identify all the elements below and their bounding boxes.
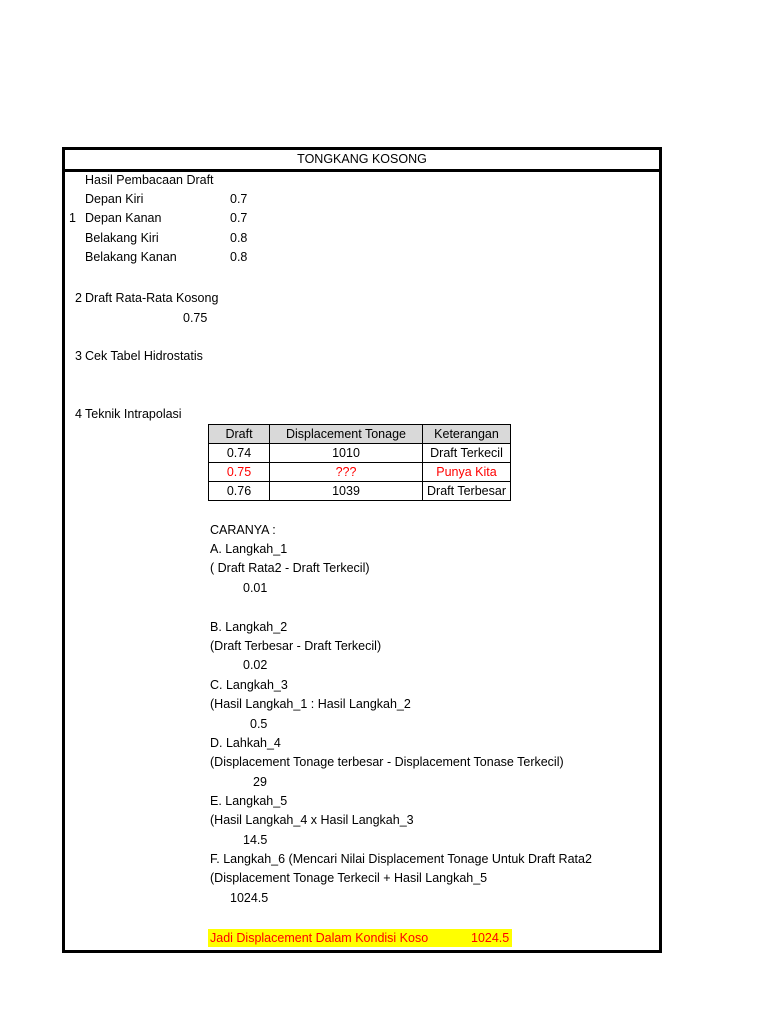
section3-number: 3: [75, 349, 82, 363]
cell-keterangan: Draft Terkecil: [423, 444, 511, 463]
step-formula: (Hasil Langkah_4 x Hasil Langkah_3: [210, 813, 414, 827]
worksheet-border: [62, 147, 662, 953]
step-formula: (Displacement Tonage Terkecil + Hasil Langkah_5: [210, 871, 488, 885]
cell-displacement: 1010: [270, 444, 423, 463]
step-result: 1024.5: [230, 891, 269, 905]
reading-value: 0.8: [230, 231, 248, 245]
step-formula: (Draft Terbesar - Draft Terkecil): [210, 639, 382, 653]
step-label: F. Langkah_6 (Mencari Nilai Displacement Tonage Untuk Draft Rata2: [210, 852, 592, 866]
step-result: 0.02: [243, 658, 268, 672]
header-keterangan: Keterangan: [423, 425, 511, 444]
step-result: 14.5: [243, 833, 268, 847]
section3-heading: Cek Tabel Hidrostatis: [85, 349, 203, 363]
page-title: TONGKANG KOSONG: [297, 152, 427, 166]
reading-label: Belakang Kanan: [85, 250, 177, 264]
step-label: B. Langkah_2: [210, 620, 288, 634]
section4-number: 4: [75, 407, 82, 421]
cell-draft: 0.75: [209, 463, 270, 482]
step-result: 29: [253, 775, 267, 789]
step-label: D. Lahkah_4: [210, 736, 281, 750]
cell-displacement: ???: [270, 463, 423, 482]
table-row: [209, 482, 511, 501]
title-divider: [65, 169, 659, 172]
conclusion-highlight: [208, 929, 512, 947]
section1-heading: Hasil Pembacaan Draft: [85, 173, 214, 187]
section4-heading: Teknik Intrapolasi: [85, 407, 182, 421]
method-heading: CARANYA :: [210, 523, 276, 537]
reading-label: Depan Kiri: [85, 192, 144, 206]
step-label: C. Langkah_3: [210, 678, 288, 692]
reading-value: 0.8: [230, 250, 248, 264]
cell-displacement: 1039: [270, 482, 423, 501]
reading-label: Belakang Kiri: [85, 231, 159, 245]
section1-number: 1: [69, 211, 76, 225]
conclusion-value: 1024.5: [471, 931, 510, 945]
step-label: A. Langkah_1: [210, 542, 288, 556]
step-label: E. Langkah_5: [210, 794, 288, 808]
reading-label: Depan Kanan: [85, 211, 162, 225]
cell-keterangan: Punya Kita: [423, 463, 511, 482]
table-row-highlighted: [209, 463, 511, 482]
conclusion-label: Jadi Displacement Dalam Kondisi Koso: [210, 931, 429, 945]
header-displacement: Displacement Tonage: [270, 425, 423, 444]
section2-number: 2: [75, 291, 82, 305]
reading-value: 0.7: [230, 211, 248, 225]
section2-heading: Draft Rata-Rata Kosong: [85, 291, 219, 305]
cell-draft: 0.76: [209, 482, 270, 501]
step-formula: (Hasil Langkah_1 : Hasil Langkah_2: [210, 697, 411, 711]
cell-draft: 0.74: [209, 444, 270, 463]
table-header-row: [209, 425, 511, 444]
draft-average-value: 0.75: [183, 311, 208, 325]
cell-keterangan: Draft Terbesar: [423, 482, 511, 501]
step-formula: (Displacement Tonage terbesar - Displacement Tonase Terkecil): [210, 755, 564, 769]
interpolation-table: [208, 424, 511, 501]
step-result: 0.5: [250, 717, 268, 731]
step-formula: ( Draft Rata2 - Draft Terkecil): [210, 561, 370, 575]
reading-value: 0.7: [230, 192, 248, 206]
step-result: 0.01: [243, 581, 268, 595]
header-draft: Draft: [209, 425, 270, 444]
table-row: [209, 444, 511, 463]
